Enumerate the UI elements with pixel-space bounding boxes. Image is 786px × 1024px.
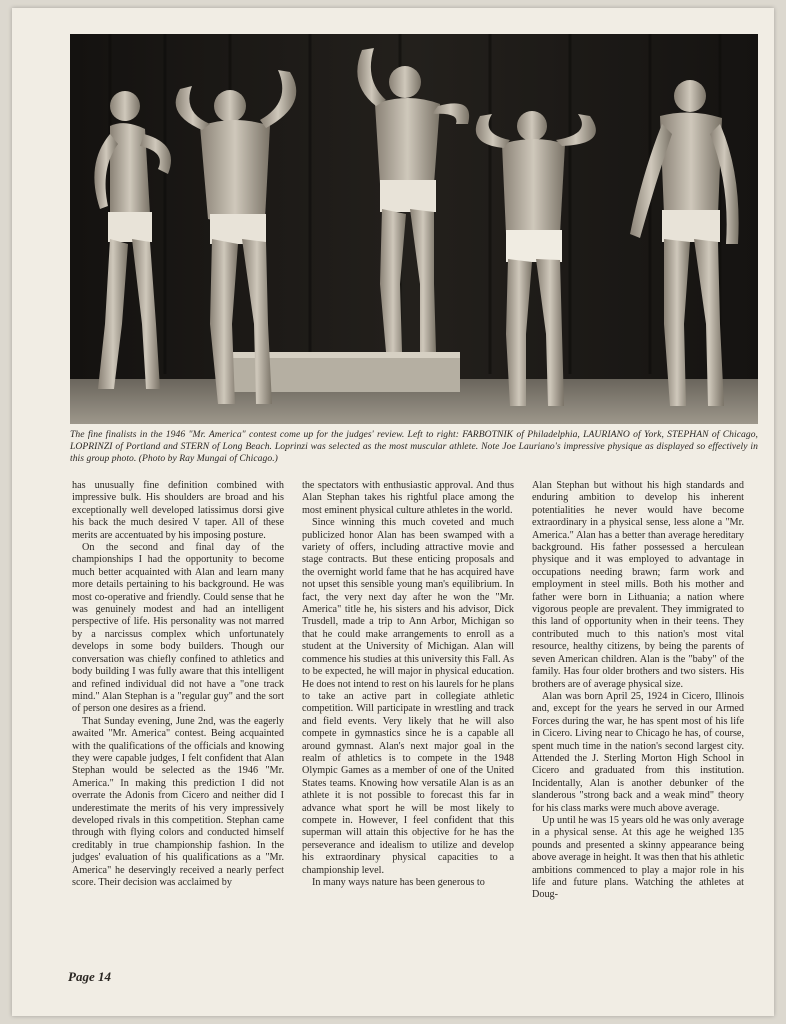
paragraph: In many ways nature has been generous to <box>312 877 485 888</box>
text-column-2 <box>302 480 514 889</box>
paragraph: On the second and final day of the championships I had the opportunity to become much better acquainted with Alan and learn many more details pertaining to his background. He was most co-operative and friendly. Could sense that he was genuinely modest and had an intelligent perspective of life. His personality was not marred by a narcissus complex which unfortunately develops in some body builders. Though our conversation was chiefly confined to athletics and body building I was fully aware that this intelligent and refined individual did not have a "one track mind." Alan Stephan is a "regular guy" and the sort of person one desires as a friend. <box>72 542 284 715</box>
paragraph: That Sunday evening, June 2nd, was the eagerly awaited "Mr. America" contest. Being acquainted with the qualifications of the officials and knowing they were capable judges, I felt confident that Alan Stephan would be selected as the 1946 "Mr. America." In making this prediction I did not overrate the Adonis from Cicero and neither did I underestimate the merits of his very impressively developed rivals in this competition. Stephan came through with flying colors and conducted himself creditably in true championship fashion. In the judges' evaluation of his qualifications as a "Mr. America" he deservingly received a nearly perfect score. Their decision was acclaimed by <box>72 715 284 888</box>
page-number: Page 14 <box>68 969 111 984</box>
paragraph: Alan was born April 25, 1924 in Cicero, Illinois and, except for the years he served in our Armed Forces during the war, he has spent most of his life in Cicero. Living near to Chicago he has, of course, spent much time in the nation's second largest city. Attended the J. Sterling Morton High School in Cicero and graduated from this institution. Incidentally, Alan is another debunker of the slanderous "strong back and a weak mind" theory for his class marks were much above average. <box>532 690 744 814</box>
text-column-1 <box>72 480 284 889</box>
paragraph: Alan Stephan but without his high standards and enduring ambition to develop his inherent potentialities he never would have become extraordinary in a physical sense, less alone a "Mr. America." Alan has a better than average hereditary background. His father possessed a herculean physique and it was employed to advantage in occupations needing brawn; farm work and employment in steel mills. Both his mother and father were born in Lithuania; a nation where vigorous people are prevalent. They immigrated to this land of opportunity when in their teens. They contributed much to this nation's most vital resource, healthy citizens, by being the parents of seven American children. Alan is the "baby" of the family. Has four older brothers and two sisters. His brothers are of average physical size. <box>532 480 744 690</box>
paragraph: Since winning this much coveted and much publicized honor Alan has been swamped with a variety of offers, including attractive movie and stage contracts. But these enticing proposals and the overnight world fame that he has acquired have not upset this sensible young man's equilibrium. In fact, the very next day after he won the "Mr. America" title he, his sisters and his advisor, Dick Trusdell, made a trip to Ann Arbor, Michigan so that he could make arrangements to enroll as a student at the University of Michigan. Alan will commence his studies at this university this Fall. As to be expected, he will major in physical education. He does not intend to rest on his laurels for he plans to take an active part in collegiate athletic competition. Will participate in wrestling and track and field events. Very likely that he will also compete in gymnastics since he is a capable all around gymnast. Alan's next major goal in the realm of athletics is to compete in the 1948 Olympic Games as a member of one of the United States teams. Knowing how versatile Alan is as an athlete it is not possible to forecast this far in advance what sport he will be most likely to compete in. However, I feel confident that this superman will attain this objective for he has the perseverance and idealism to utilize and develop his extraordinary physical capacities to a championship level. <box>302 517 514 876</box>
paragraph: has unusually fine definition combined with impressive bulk. His shoulders are broad and his exceptionally well developed latissimus dorsi give his back the much desired V taper. All of these merits are accentuated by his imposing posture. <box>72 480 284 541</box>
magazine-page <box>12 8 774 1016</box>
paragraph: the spectators with enthusiastic approval. And thus Alan Stephan takes his rightful place among the most eminent physical culture athletes in the world. <box>302 480 514 516</box>
text-column-3 <box>532 480 744 902</box>
photo-caption: The fine finalists in the 1946 "Mr. America" contest come up for the judges' review. Left to right: FARBOTNIK of Philadelphia, LAURIANO of York, STEPHAN of Chicago, LOPRINZI of Portland and STERN of Long Beach. Loprinzi was selected as the most muscular athlete. Note Joe Lauriano's impressive physique as displayed so effectively in this group photo. (Photo by Ray Mungai of Chicago.) <box>70 429 758 464</box>
group-photo <box>70 34 758 424</box>
paragraph: Up until he was 15 years old he was only average in a physical sense. At this age he weighed 135 pounds and presented a skinny appearance being above average in height. It was then that his athletic ambitions commenced to play a major role in his life and future plans. Watching the athletes at Doug- <box>532 814 744 901</box>
